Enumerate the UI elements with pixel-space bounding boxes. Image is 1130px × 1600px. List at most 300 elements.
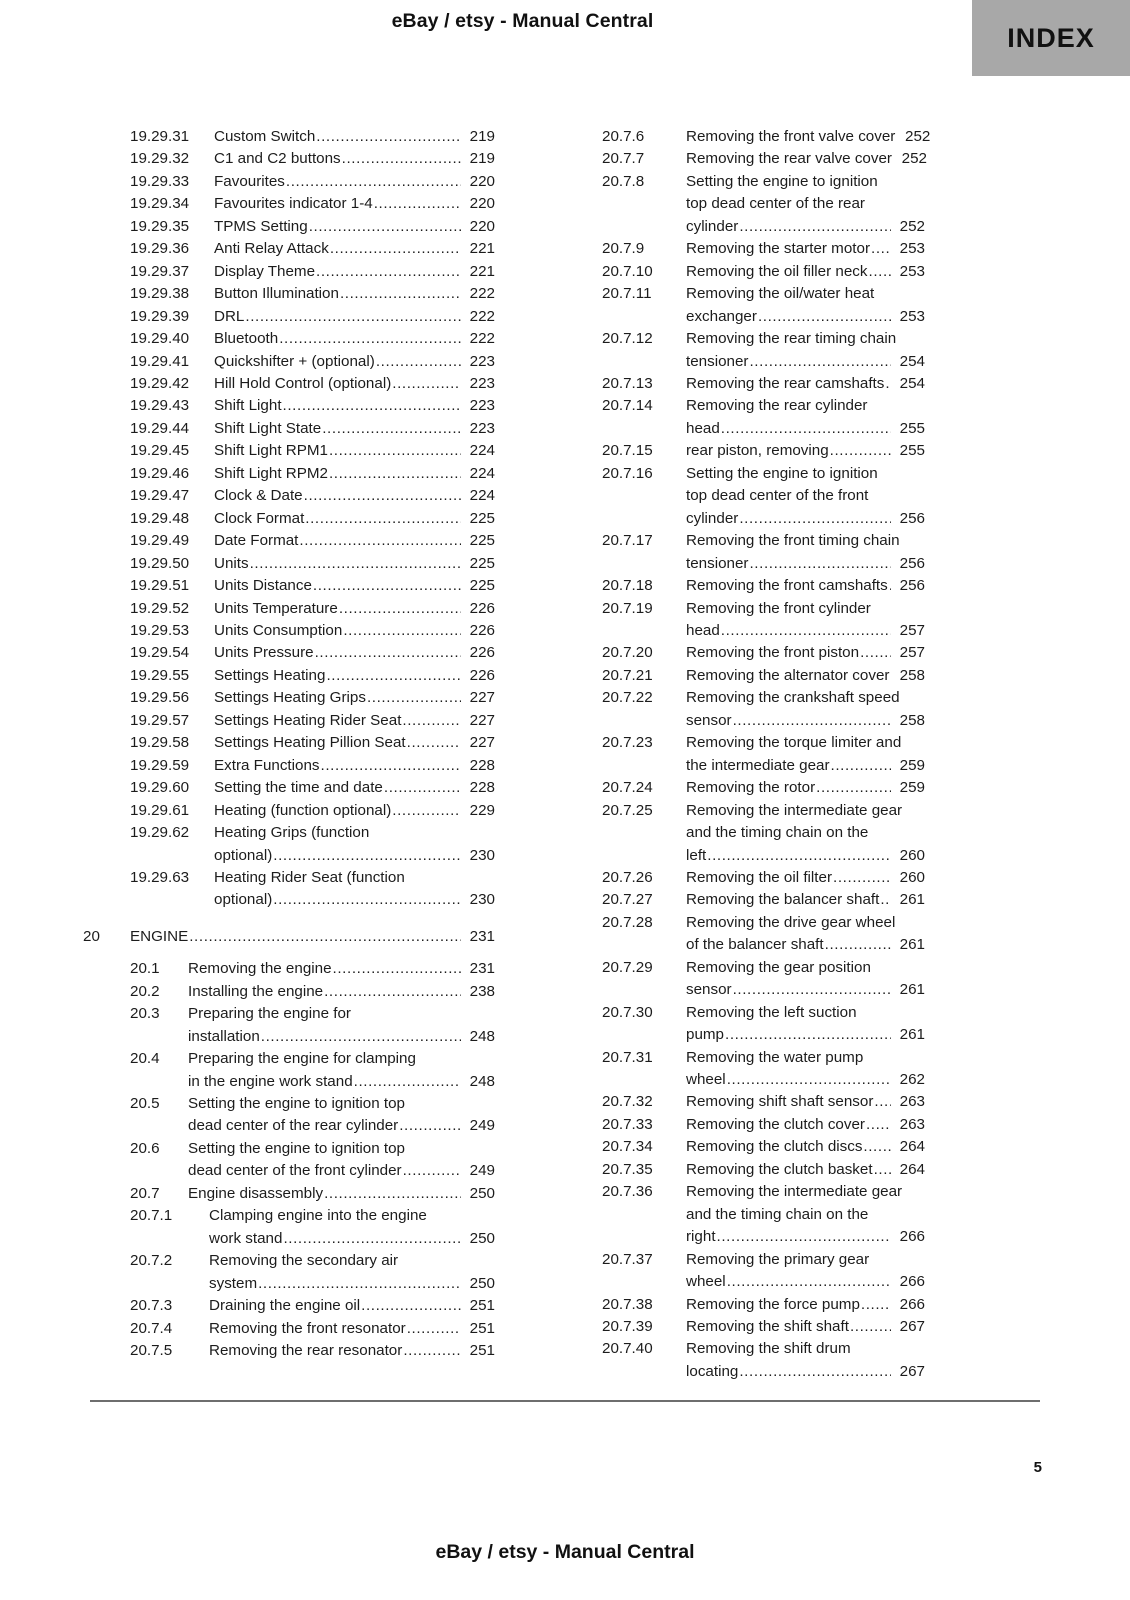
toc-entry-body: [686, 777, 925, 799]
toc-entry-page: 251: [469, 1297, 495, 1315]
toc-entry[interactable]: [555, 598, 925, 643]
toc-entry-body: [214, 193, 495, 215]
toc-entry[interactable]: [83, 148, 495, 170]
toc-entry-number: 20.2: [130, 982, 160, 1000]
toc-entry[interactable]: [83, 926, 495, 948]
dot-leader: [831, 755, 891, 777]
toc-entry-number: 20.7.27: [602, 891, 653, 909]
toc-entry-body: [209, 1205, 495, 1250]
toc-entry[interactable]: [555, 867, 925, 889]
dot-leader: [273, 845, 461, 867]
toc-entry-body: [209, 1250, 495, 1295]
toc-entry-page: 220: [469, 217, 495, 235]
toc-entry-body: [214, 553, 495, 575]
toc-entry[interactable]: [555, 463, 925, 530]
toc-entry-number: 19.29.53: [130, 621, 190, 639]
toc-entry-title: Button Illumination: [214, 285, 339, 303]
toc-entry[interactable]: [555, 1181, 925, 1248]
toc-entry-number: 20.7.10: [602, 262, 653, 280]
dot-leader: [279, 328, 461, 350]
toc-entry-page: 264: [899, 1160, 925, 1178]
toc-entry[interactable]: [555, 395, 925, 440]
toc-entry-body: [686, 1249, 925, 1294]
toc-entry[interactable]: [555, 148, 925, 170]
toc-entry-body: [686, 889, 925, 911]
toc-indent: [83, 508, 130, 530]
toc-entry[interactable]: [83, 328, 495, 350]
toc-entry-number: 20.7.22: [602, 689, 653, 707]
toc-entry-title: sensor: [686, 711, 732, 729]
toc-entry-number: 19.29.49: [130, 532, 190, 550]
toc-entry-title: cylinder: [686, 217, 739, 235]
toc-entry-title: Removing the rear valve cover: [686, 150, 892, 168]
toc-entry[interactable]: [83, 1340, 495, 1362]
toc-entry[interactable]: [555, 1047, 925, 1092]
toc-entry-page: 226: [469, 621, 495, 639]
toc-entry-number: 19.29.54: [130, 644, 190, 662]
toc-entry-last-line: [686, 845, 925, 867]
toc-entry-last-line: [686, 126, 931, 148]
toc-entry-body: [686, 148, 925, 170]
toc-entry-page: 250: [469, 1274, 495, 1292]
toc-entry-number: 19.29.47: [130, 487, 190, 505]
toc-entry[interactable]: [83, 1295, 495, 1317]
toc-entry[interactable]: [83, 508, 495, 530]
toc-entry[interactable]: [555, 642, 925, 664]
toc-entry-body: [214, 642, 495, 664]
toc-entry-last-line: [214, 665, 495, 687]
toc-entry[interactable]: [83, 1048, 495, 1093]
toc-entry[interactable]: [83, 283, 495, 305]
toc-entry-title: in the engine work stand: [188, 1072, 353, 1090]
toc-entry[interactable]: [555, 957, 925, 1002]
toc-entry-body: [214, 687, 495, 709]
toc-indent: [83, 306, 130, 328]
toc-entry-last-line: [686, 665, 925, 687]
dot-leader: [758, 306, 891, 328]
toc-entry[interactable]: [83, 553, 495, 575]
toc-entry[interactable]: [83, 822, 495, 867]
toc-entry-title: Bluetooth: [214, 330, 279, 348]
toc-entry[interactable]: [555, 283, 925, 328]
toc-entry-number: 20.7.16: [602, 464, 653, 482]
toc-entry-body: [686, 126, 931, 148]
toc-entry-title: Installing the engine: [188, 982, 324, 1000]
toc-entry-title: Removing the rear resonator: [209, 1342, 403, 1360]
toc-entry-title: and the timing chain on the: [686, 1205, 869, 1223]
toc-entry[interactable]: [83, 238, 495, 260]
toc-indent: [83, 553, 130, 575]
toc-entry[interactable]: [555, 261, 925, 283]
toc-entry-page: 229: [469, 801, 495, 819]
toc-entry-page: 255: [899, 442, 925, 460]
toc-entry[interactable]: [83, 351, 495, 373]
toc-entry-wrap-line: [686, 1338, 925, 1360]
dot-leader: [869, 261, 892, 283]
toc-entry-last-line: [214, 171, 495, 193]
toc-entry-title: Removing the torque limiter and: [686, 734, 902, 752]
toc-entry-last-line: [686, 418, 925, 440]
toc-entry-number: 19.29.40: [130, 330, 190, 348]
toc-entry-title: top dead center of the front: [686, 487, 869, 505]
toc-entry[interactable]: [555, 732, 925, 777]
toc-entry-title: Removing the rear timing chain: [686, 330, 897, 348]
toc-entry-number: 19.29.50: [130, 554, 190, 572]
dot-leader: [825, 934, 891, 956]
toc-entry[interactable]: [555, 1136, 925, 1158]
dot-leader: [273, 889, 461, 911]
dot-leader: [315, 642, 461, 664]
dot-leader: [407, 732, 461, 754]
toc-entry-page: 226: [469, 666, 495, 684]
toc-entry-page: 238: [469, 982, 495, 1000]
toc-entry-body: [209, 1318, 495, 1340]
toc-entry-title: the intermediate gear: [686, 756, 830, 774]
toc-entry-title: tensioner: [686, 352, 749, 370]
toc-entry[interactable]: [555, 440, 925, 462]
toc-entry-page: 222: [469, 307, 495, 325]
toc-entry[interactable]: [555, 1294, 925, 1316]
toc-entry[interactable]: [555, 800, 925, 867]
toc-entry[interactable]: [83, 1003, 495, 1048]
toc-entry-title: rear piston, removing: [686, 442, 829, 460]
toc-indent: [555, 889, 602, 911]
toc-entry-last-line: [686, 710, 925, 732]
toc-entry-page: 263: [899, 1115, 925, 1133]
toc-entry[interactable]: [555, 1114, 925, 1136]
toc-entry[interactable]: [83, 193, 495, 215]
toc-entry-body: [214, 508, 495, 530]
toc-entry[interactable]: [83, 261, 495, 283]
toc-indent: [555, 463, 602, 485]
toc-entry-page: 230: [469, 891, 495, 909]
toc-entry[interactable]: [555, 1249, 925, 1294]
toc-entry-title: Removing the oil filler neck: [686, 262, 868, 280]
toc-entry-wrap-line: [214, 822, 495, 844]
dot-leader: [727, 1069, 891, 1091]
toc-entry[interactable]: [83, 373, 495, 395]
dot-leader: [733, 979, 891, 1001]
toc-entry[interactable]: [83, 777, 495, 799]
dot-leader: [890, 665, 891, 687]
toc-entry-title: Clamping engine into the engine: [209, 1207, 427, 1225]
toc-entry-page: 223: [469, 419, 495, 437]
toc-entry-title: optional): [214, 891, 273, 909]
toc-entry-body: [686, 642, 925, 664]
dot-leader: [322, 418, 461, 440]
toc-entry[interactable]: [83, 1205, 495, 1250]
toc-entry-page: 223: [469, 374, 495, 392]
toc-entry-page: 228: [469, 756, 495, 774]
toc-entry-body: [686, 1114, 925, 1136]
dot-leader: [250, 553, 461, 575]
toc-entry[interactable]: [83, 126, 495, 148]
dot-leader: [749, 553, 891, 575]
toc-entry-title: Preparing the engine for: [188, 1005, 351, 1023]
toc-entry-title: Shift Light RPM1: [214, 442, 328, 460]
toc-entry-last-line: [214, 889, 495, 911]
toc-entry-last-line: [686, 889, 925, 911]
toc-entry-wrap-line: [214, 867, 495, 889]
toc-entry-last-line: [686, 373, 925, 395]
toc-entry[interactable]: [83, 1318, 495, 1340]
toc-entry[interactable]: [555, 575, 925, 597]
toc-entry[interactable]: [83, 530, 495, 552]
toc-entry[interactable]: [83, 306, 495, 328]
toc-entry-number: 20.7.7: [602, 150, 645, 168]
toc-entry-title: Settings Heating Rider Seat: [214, 711, 402, 729]
toc-entry-last-line: [686, 553, 925, 575]
toc-entry-title: Preparing the engine for clamping: [188, 1050, 416, 1068]
toc-entry[interactable]: [83, 800, 495, 822]
toc-entry[interactable]: [83, 958, 495, 980]
toc-entry-body: [686, 395, 925, 440]
toc-entry-page: 219: [469, 150, 495, 168]
toc-entry[interactable]: [555, 126, 931, 148]
toc-entry-title: Setting the engine to ignition top: [188, 1139, 406, 1157]
toc-entry-page: 251: [469, 1319, 495, 1337]
toc-entry[interactable]: [83, 620, 495, 642]
toc-entry-number: 20.7.34: [602, 1138, 653, 1156]
toc-entry-last-line: [188, 1160, 495, 1182]
toc-entry[interactable]: [83, 710, 495, 732]
toc-entry-page: 248: [469, 1072, 495, 1090]
toc-entry-title: Engine disassembly: [188, 1184, 324, 1202]
toc-entry-page: 225: [469, 509, 495, 527]
toc-entry-last-line: [214, 620, 495, 642]
dot-leader: [189, 926, 461, 948]
toc-entry[interactable]: [555, 238, 925, 260]
toc-entry-page: 261: [899, 1026, 925, 1044]
toc-entry-number: 19.29.59: [130, 756, 190, 774]
toc-entry-wrap-line: [686, 530, 925, 552]
toc-entry[interactable]: [83, 1138, 495, 1183]
toc-entry-last-line: [214, 440, 495, 462]
toc-entry[interactable]: [555, 912, 925, 957]
toc-entry[interactable]: [83, 867, 495, 912]
toc-entry-last-line: [214, 193, 495, 215]
toc-indent: [555, 373, 602, 395]
toc-entry-page: 261: [899, 891, 925, 909]
toc-entry-number: 19.29.55: [130, 666, 190, 684]
toc-entry-body: [214, 530, 495, 552]
toc-entry[interactable]: [555, 530, 925, 575]
dot-leader: [283, 395, 461, 417]
toc-entry-title: Removing the crankshaft speed: [686, 689, 900, 707]
toc-entry-last-line: [686, 620, 925, 642]
toc-entry-body: [686, 665, 925, 687]
toc-entry-page: 257: [899, 621, 925, 639]
toc-entry-title: TPMS Setting: [214, 217, 308, 235]
footer-title: eBay / etsy - Manual Central: [435, 1541, 695, 1563]
toc-entry[interactable]: [83, 418, 495, 440]
toc-entry-last-line: [209, 1228, 495, 1250]
toc-entry-title: C1 and C2 buttons: [214, 150, 341, 168]
toc-entry-number: 19.29.44: [130, 419, 190, 437]
toc-entry-wrap-line: [686, 171, 925, 193]
toc-entry-last-line: [214, 732, 495, 754]
dot-leader: [304, 485, 461, 507]
toc-indent: [83, 463, 130, 485]
toc-indent: [83, 1205, 130, 1227]
toc-indent: [555, 1114, 602, 1136]
toc-entry-body: [214, 755, 495, 777]
toc-entry[interactable]: [83, 440, 495, 462]
toc-indent: [83, 867, 130, 889]
toc-entry-body: [214, 238, 495, 260]
toc-entry-wrap-line: [209, 1205, 495, 1227]
toc-entry[interactable]: [83, 642, 495, 664]
toc-entry[interactable]: [83, 395, 495, 417]
toc-entry[interactable]: [555, 373, 925, 395]
dot-leader: [727, 1271, 891, 1293]
toc-indent: [555, 1338, 602, 1360]
toc-entry-page: 252: [899, 217, 925, 235]
toc-indent: [83, 732, 130, 754]
toc-indent: [555, 1136, 602, 1158]
dot-leader: [874, 1159, 891, 1181]
toc-indent: [555, 1002, 602, 1024]
toc-entry[interactable]: [83, 687, 495, 709]
toc-entry[interactable]: [555, 889, 925, 911]
toc-entry-number: 20.7.15: [602, 442, 653, 460]
toc-entry-page: 225: [469, 532, 495, 550]
dot-leader: [367, 687, 461, 709]
toc-entry-title: installation: [188, 1027, 260, 1045]
toc-entry-page: 254: [899, 374, 925, 392]
toc-entry-page: 261: [899, 936, 925, 954]
toc-entry[interactable]: [83, 665, 495, 687]
dot-leader: [376, 351, 461, 373]
page-header: [0, 0, 1130, 78]
toc-entry[interactable]: [83, 463, 495, 485]
toc-entry-number: 20.1: [130, 960, 160, 978]
toc-entry-body: [686, 373, 925, 395]
toc-entry[interactable]: [83, 1250, 495, 1295]
toc-entry-number: 19.29.63: [130, 868, 190, 886]
toc-entry[interactable]: [83, 485, 495, 507]
toc-entry-number: 19.29.36: [130, 240, 190, 258]
toc-entry-title: Removing the front timing chain: [686, 532, 900, 550]
toc-entry[interactable]: [555, 777, 925, 799]
toc-indent: [555, 440, 602, 462]
toc-entry-last-line: [214, 216, 495, 238]
toc-entry[interactable]: [555, 1316, 925, 1338]
toc-entry-number: 19.29.61: [130, 801, 190, 819]
toc-entry[interactable]: [83, 981, 495, 1003]
toc-entry-title: wheel: [686, 1071, 726, 1089]
toc-entry-body: [686, 171, 925, 238]
toc-entry-last-line: [686, 777, 925, 799]
toc-entry-body: [686, 1159, 925, 1181]
toc-entry[interactable]: [83, 732, 495, 754]
toc-entry-page: 223: [469, 397, 495, 415]
toc-entry-number: 19.29.37: [130, 262, 190, 280]
toc-entry-body: [214, 575, 495, 597]
toc-entry[interactable]: [555, 665, 925, 687]
toc-entry[interactable]: [555, 687, 925, 732]
toc-entry-page: 253: [899, 262, 925, 280]
toc-indent: [83, 800, 130, 822]
toc-entry-page: 261: [899, 981, 925, 999]
toc-entry[interactable]: [555, 1091, 925, 1113]
toc-entry-number: 20.7.30: [602, 1003, 653, 1021]
toc-entry[interactable]: [83, 216, 495, 238]
toc-entry[interactable]: [83, 1183, 495, 1205]
toc-indent: [83, 485, 130, 507]
toc-entry[interactable]: [555, 1338, 925, 1383]
dot-leader: [305, 508, 461, 530]
toc-entry-title: Removing the secondary air: [209, 1252, 399, 1270]
toc-entry[interactable]: [555, 171, 925, 238]
toc-entry-body: [686, 1338, 925, 1383]
toc-entry-page: 226: [469, 644, 495, 662]
toc-entry-body: [188, 1003, 495, 1048]
toc-entry[interactable]: [83, 171, 495, 193]
toc-entry-page: 225: [469, 554, 495, 572]
toc-entry[interactable]: [83, 575, 495, 597]
dot-leader: [326, 665, 461, 687]
toc-entry-body: [214, 216, 495, 238]
dot-leader: [889, 575, 891, 597]
toc-entry[interactable]: [83, 1093, 495, 1138]
toc-indent: [555, 1159, 602, 1181]
toc-indent: [555, 1091, 602, 1113]
dot-leader: [330, 238, 461, 260]
toc-entry-number: 19.29.45: [130, 442, 190, 460]
toc-entry-number: 20.7.11: [602, 285, 652, 303]
toc-entry-last-line: [686, 306, 925, 328]
toc-entry-title: Removing the oil filter: [686, 868, 833, 886]
toc-entry-page: 228: [469, 779, 495, 797]
toc-entry-wrap-line: [209, 1250, 495, 1272]
toc-entry-number: 20.7.37: [602, 1250, 653, 1268]
toc-entry-body: [686, 1091, 925, 1113]
toc-entry-body: [214, 463, 495, 485]
toc-entry-body: [686, 1181, 925, 1248]
toc-entry-body: [686, 463, 925, 530]
toc-indent: [83, 1250, 130, 1272]
toc-entry-page: 259: [899, 756, 925, 774]
toc-entry-title: Removing the balancer shaft: [686, 891, 880, 909]
toc-entry-page: 224: [469, 464, 495, 482]
toc-entry-number: 20.7.1: [130, 1207, 173, 1225]
toc-entry-number: 20.7.33: [602, 1115, 653, 1133]
toc-entry[interactable]: [83, 755, 495, 777]
toc-entry-last-line: [686, 1069, 925, 1091]
toc-entry[interactable]: [555, 1159, 925, 1181]
toc-entry-title: wheel: [686, 1273, 726, 1291]
toc-indent: [83, 755, 130, 777]
toc-entry-body: [686, 283, 925, 328]
toc-entry-title: Removing the clutch cover: [686, 1115, 865, 1133]
toc-entry-page: 253: [899, 307, 925, 325]
toc-entry[interactable]: [555, 1002, 925, 1047]
toc-entry-last-line: [686, 575, 925, 597]
toc-entry-last-line: [686, 1136, 925, 1158]
toc-entry[interactable]: [83, 598, 495, 620]
toc-entry-body: [214, 351, 495, 373]
dot-leader: [717, 1226, 891, 1248]
toc-entry-title: Settings Heating: [214, 666, 326, 684]
toc-entry-title: Removing the front valve cover: [686, 128, 896, 145]
toc-entry-page: 220: [469, 172, 495, 190]
toc-entry-body: [214, 732, 495, 754]
toc-entry-last-line: [214, 283, 495, 305]
toc-entry-body: [686, 687, 925, 732]
toc-entry-page: 223: [469, 352, 495, 370]
toc-entry[interactable]: [555, 328, 925, 373]
